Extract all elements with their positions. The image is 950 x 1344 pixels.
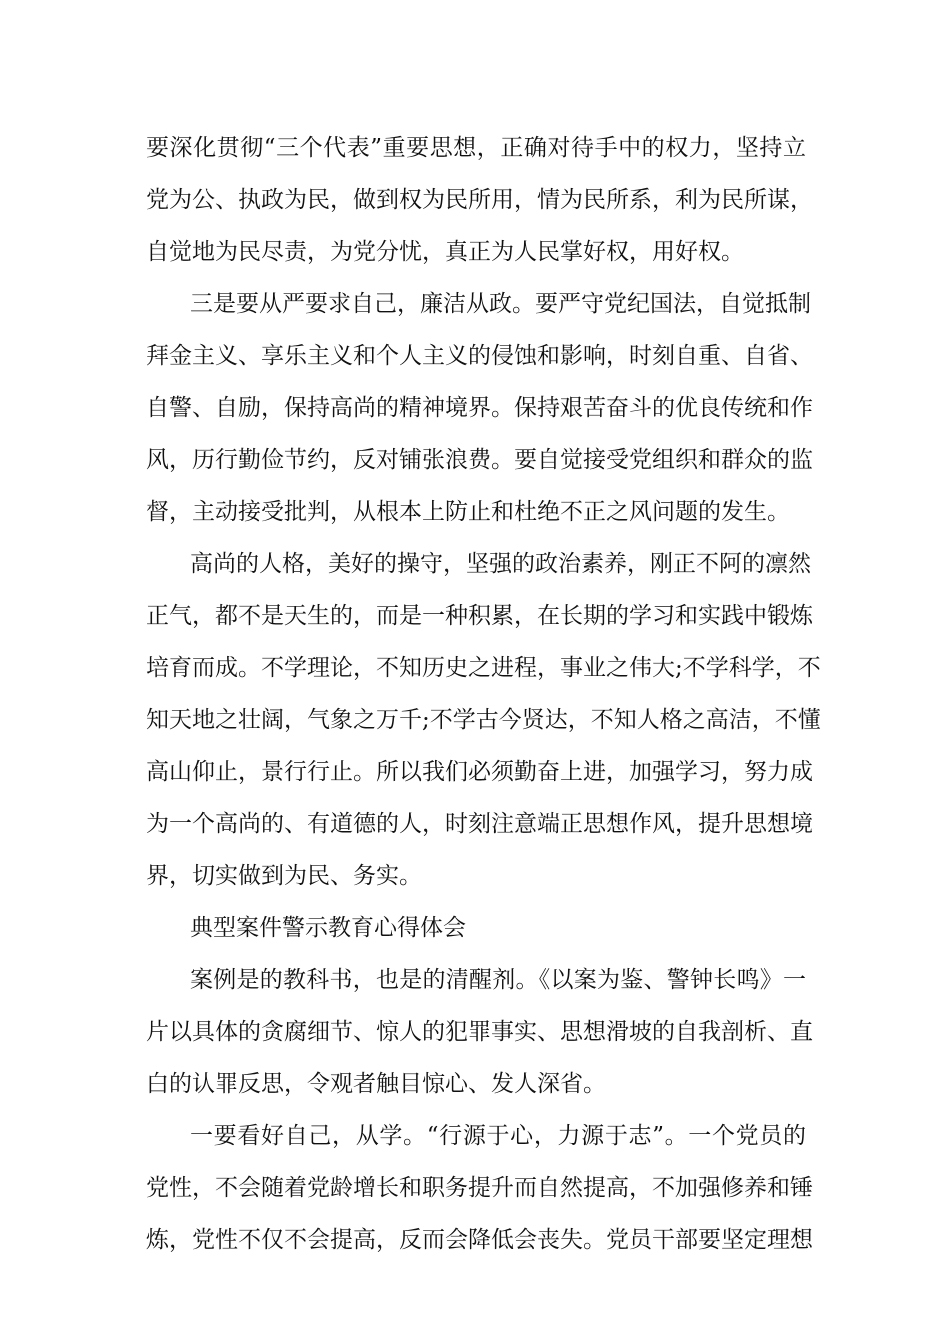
text-line: 培育而成。不学理论，不知历史之进程，事业之伟大;不学科学，不 [146,655,821,681]
text-line: 知天地之壮阔，气象之万千;不学古今贤达，不知人格之高洁，不懂 [146,707,821,733]
paragraph-first-line: 三是要从严要求自己，廉洁从政。要严守党纪国法，自觉抵制 [190,291,811,317]
text-line: 界，切实做到为民、务实。 [146,863,422,889]
text-line: 党性，不会随着党龄增长和职务提升而自然提高，不加强修养和锤 [146,1175,813,1201]
paragraph-first-line: 高尚的人格，美好的操守，坚强的政治素养，刚正不阿的凛然 [190,551,811,577]
text-line: 正气，都不是天生的，而是一种积累，在长期的学习和实践中锻炼 [146,603,813,629]
paragraph-first-line: 案例是的教科书，也是的清醒剂。《以案为鉴、警钟长鸣》一 [190,967,806,993]
text-line: 高山仰止，景行行止。所以我们必须勤奋上进，加强学习，努力成 [146,759,813,785]
text-line: 片以具体的贪腐细节、惊人的犯罪事实、思想滑坡的自我剖析、直 [146,1019,813,1045]
text-line: 自警、自励，保持高尚的精神境界。保持艰苦奋斗的优良传统和作 [146,395,813,421]
text-line: 拜金主义、享乐主义和个人主义的侵蚀和影响，时刻自重、自省、 [146,343,813,369]
text-line: 党为公、执政为民，做到权为民所用，情为民所系，利为民所谋， [146,187,813,213]
paragraph-first-line: 一要看好自己，从学。“行源于心，力源于志”。一个党员的 [190,1123,806,1149]
text-line: 为一个高尚的、有道德的人，时刻注意端正思想作风，提升思想境 [146,811,813,837]
text-line: 要深化贯彻“三个代表”重要思想，正确对待手中的权力，坚持立 [146,135,806,161]
text-line: 自觉地为民尽责，为党分忧，真正为人民掌好权，用好权。 [146,239,744,265]
text-line: 炼，党性不仅不会提高，反而会降低会丧失。党员干部要坚定理想 [146,1227,813,1253]
text-line: 督，主动接受批判，从根本上防止和杜绝不正之风问题的发生。 [146,499,790,525]
text-line: 白的认罪反思，令观者触目惊心、发人深省。 [146,1071,606,1097]
section-heading: 典型案件警示教育心得体会 [190,915,466,941]
text-line: 风，历行勤俭节约，反对铺张浪费。要自觉接受党组织和群众的监 [146,447,813,473]
